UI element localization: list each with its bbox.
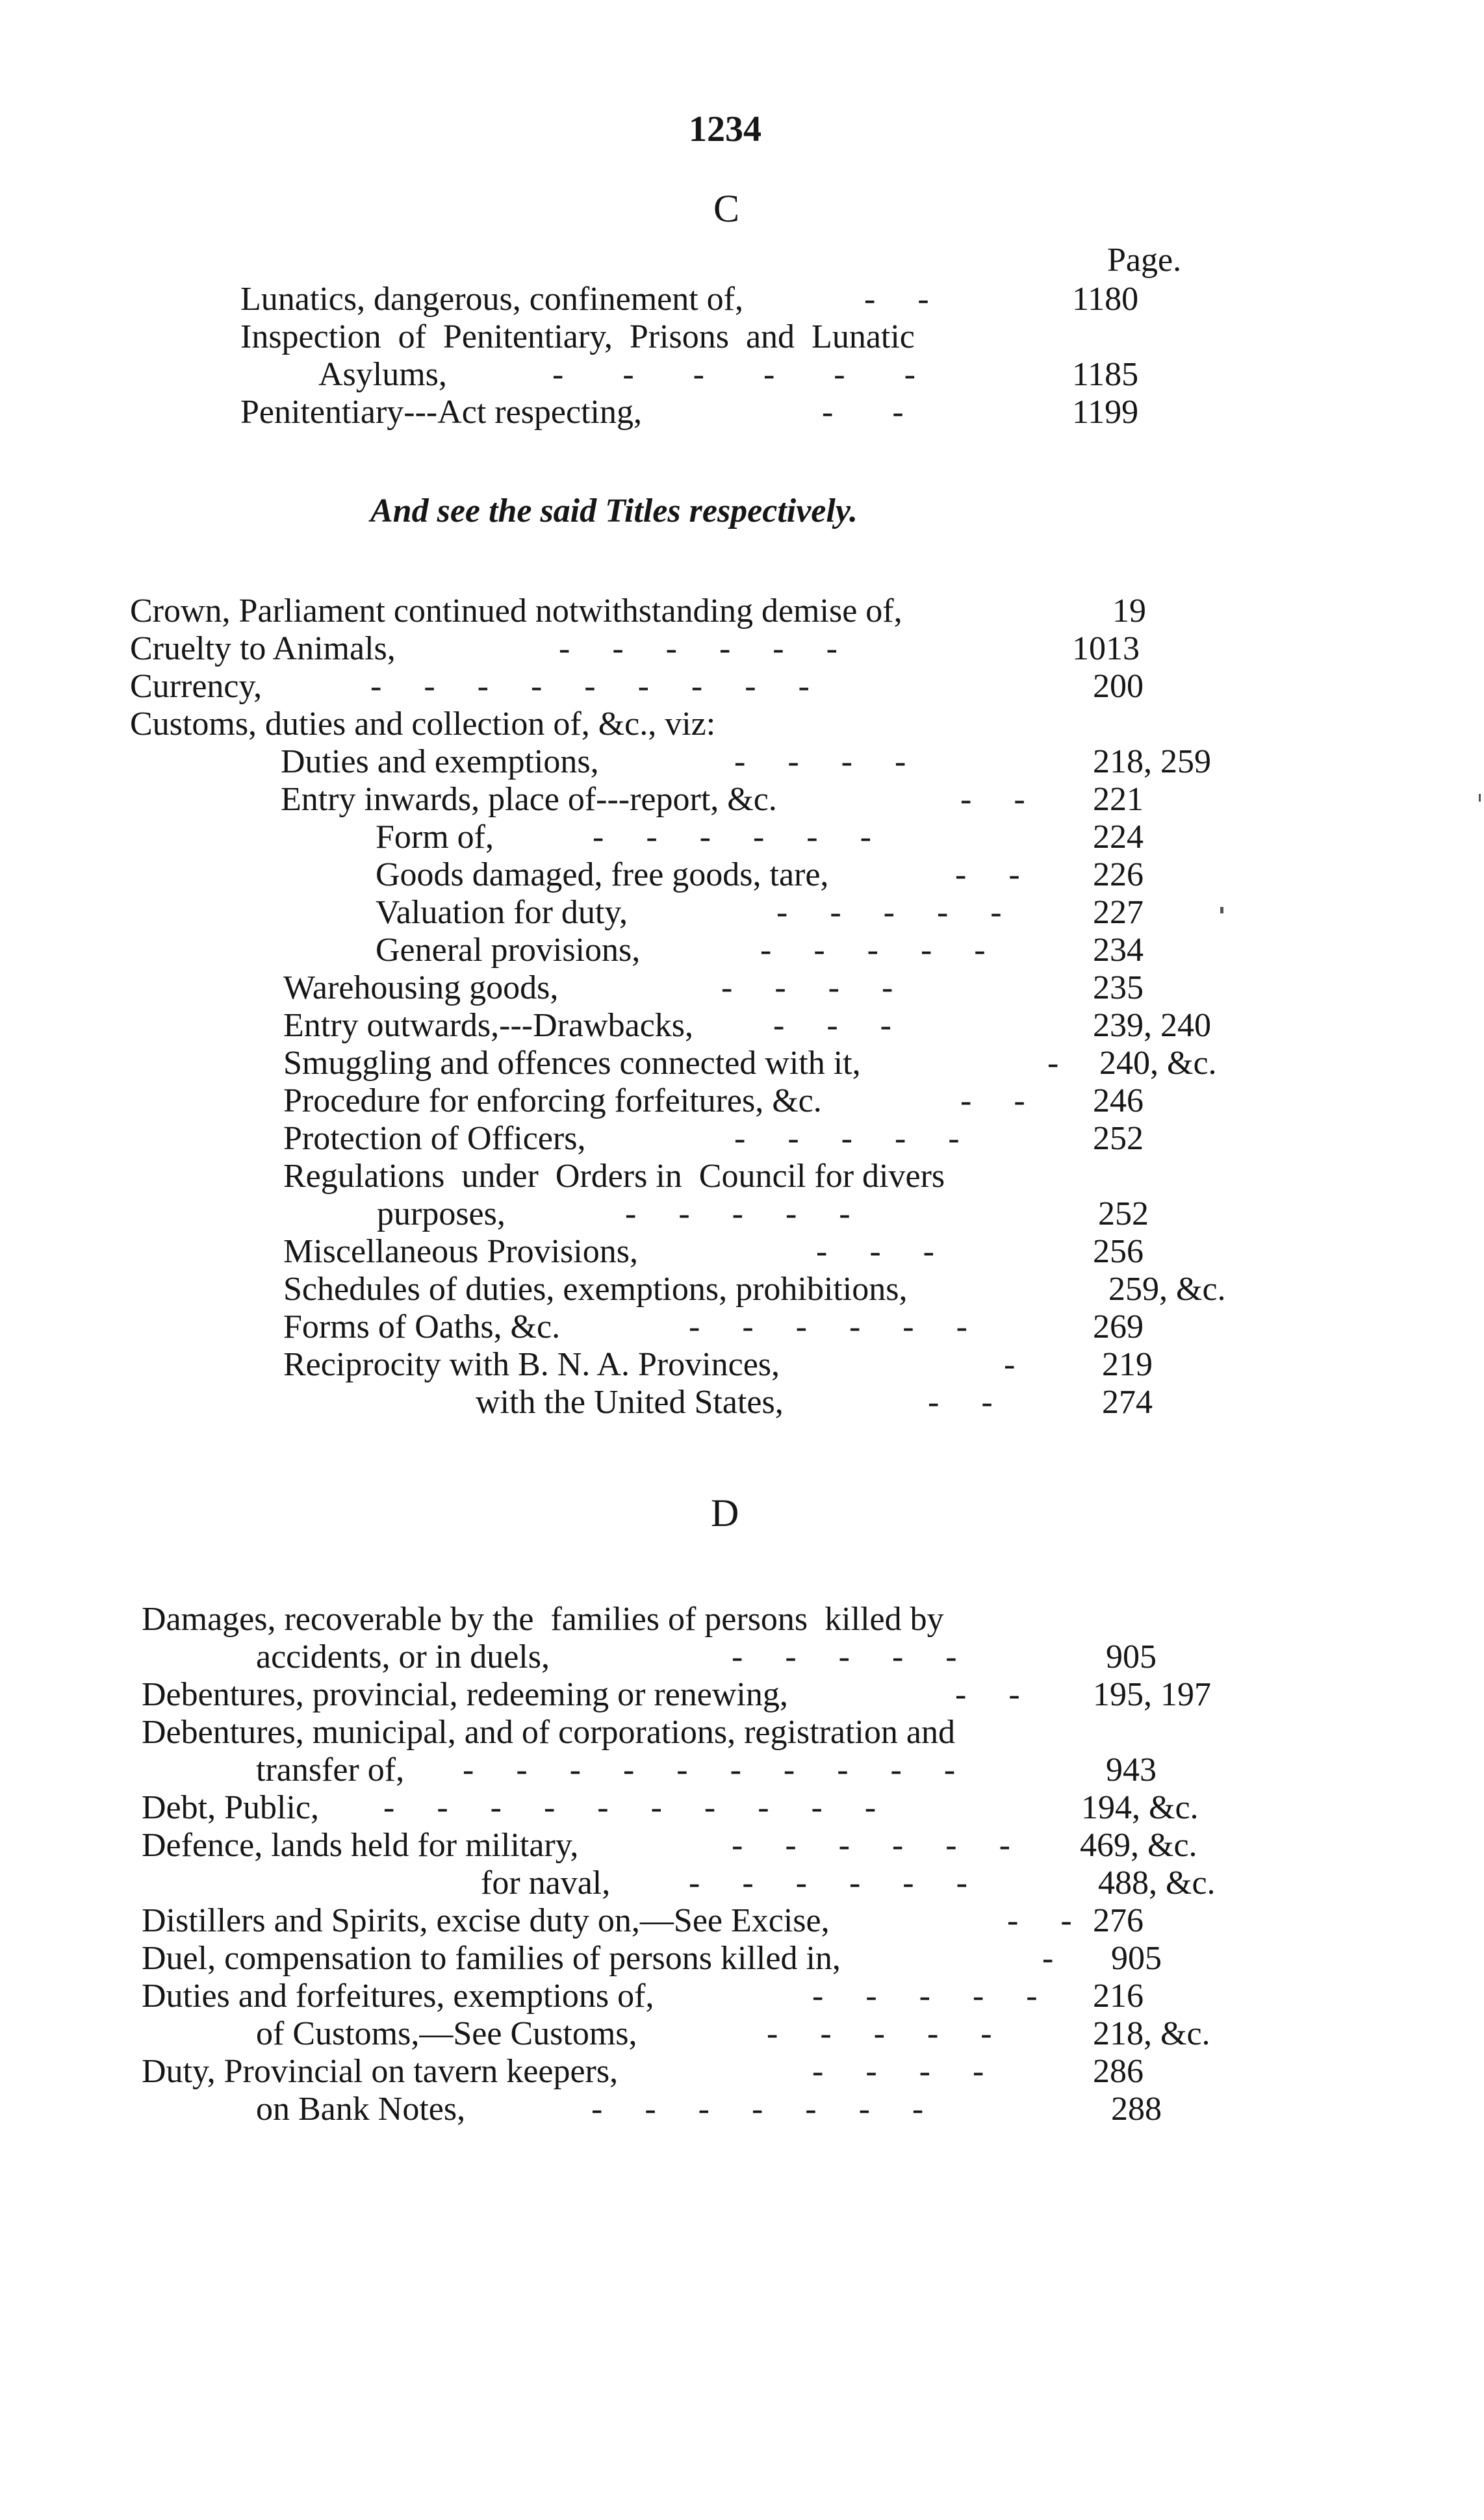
- leader-dots: - - - - - -: [689, 1865, 967, 1902]
- leader-dots: - - - -: [721, 969, 893, 1006]
- index-entry-text: transfer of,: [256, 1751, 405, 1788]
- leader-dots: - - - - -: [732, 1638, 957, 1675]
- index-entry-text: of Customs,—See Customs,: [256, 2015, 637, 2052]
- leader-dots: - -: [1007, 1902, 1072, 1939]
- index-entry-text: Asylums,: [318, 356, 447, 393]
- index-entry-text: Debentures, municipal, and of corporations, registration and: [142, 1714, 955, 1751]
- index-entry-page: 200: [1093, 668, 1144, 705]
- index-entry-page: 269: [1093, 1308, 1144, 1345]
- index-entry-page: 276: [1093, 1902, 1144, 1939]
- index-entry-page: 1199: [1072, 394, 1139, 431]
- index-entry-page: 1185: [1072, 356, 1139, 393]
- leader-dots: - -: [822, 394, 904, 431]
- leader-dots: - - - - - -: [732, 1827, 1010, 1864]
- leader-dots: -: [1042, 1940, 1054, 1977]
- index-entry-text: Distillers and Spirits, excise duty on,—See Excise,: [142, 1902, 830, 1939]
- print-mark: [1220, 907, 1223, 913]
- index-entry-page: 288: [1111, 2091, 1162, 2128]
- index-entry-text: Entry inwards, place of---report, &c.: [281, 781, 777, 818]
- leader-dots: - -: [864, 281, 929, 318]
- index-entry-text: Schedules of duties, exemptions, prohibitions,: [283, 1271, 908, 1308]
- leader-dots: - - - - - -: [552, 356, 915, 393]
- index-entry-text: accidents, or in duels,: [256, 1638, 550, 1675]
- leader-dots: - - - -: [734, 743, 906, 780]
- index-entry-text: Protection of Officers,: [283, 1120, 586, 1157]
- print-mark: [1479, 794, 1481, 802]
- index-entry-text: Damages, recoverable by the families of persons killed by: [142, 1601, 944, 1638]
- index-entry-text: on Bank Notes,: [256, 2091, 466, 2128]
- index-entry-text: Reciprocity with B. N. A. Provinces,: [283, 1346, 780, 1383]
- index-entry-page: 218, &c.: [1093, 2015, 1210, 2052]
- index-entry-page: 488, &c.: [1098, 1865, 1216, 1902]
- index-entry-text: Procedure for enforcing forfeitures, &c.: [283, 1082, 822, 1119]
- leader-dots: - - - - -: [776, 894, 1002, 931]
- index-entry-text: Debt, Public,: [142, 1789, 319, 1826]
- section-heading-c: C: [713, 187, 740, 230]
- index-entry-page: 252: [1093, 1120, 1144, 1157]
- index-entry-page: 216: [1093, 1978, 1144, 2015]
- index-entry-text: Smuggling and offences connected with it,: [283, 1045, 861, 1082]
- index-entry-text: Duel, compensation to families of persons killed in,: [142, 1940, 841, 1977]
- leader-dots: - - - - - -: [559, 630, 838, 667]
- index-entry-text: Warehousing goods,: [283, 969, 559, 1006]
- index-entry-text: with the United States,: [476, 1384, 784, 1421]
- index-entry-text: purposes,: [377, 1195, 505, 1232]
- leader-dots: - -: [960, 781, 1025, 818]
- leader-dots: - - - - -: [812, 1978, 1038, 2015]
- leader-dots: - - - - -: [734, 1120, 960, 1157]
- index-entry-text: Customs, duties and collection of, &c., viz:: [130, 706, 716, 743]
- index-entry-page: 227: [1093, 894, 1144, 931]
- index-entry-page: 905: [1106, 1638, 1157, 1675]
- index-entry-text: Duties and forfeitures, exemptions of,: [142, 1978, 654, 2015]
- index-entry-text: Form of,: [376, 819, 494, 856]
- index-entry-page: 235: [1093, 969, 1144, 1006]
- index-entry-page: 234: [1093, 932, 1144, 969]
- leader-dots: - - - - -: [767, 2015, 992, 2052]
- index-entry-text: General provisions,: [376, 932, 641, 969]
- leader-dots: - - - - - - - - - -: [383, 1789, 876, 1826]
- leader-dots: -: [1004, 1346, 1016, 1383]
- index-entry-page: 195, 197: [1093, 1676, 1211, 1713]
- index-entry-page: 239, 240: [1093, 1007, 1211, 1044]
- cross-reference-note: And see the said Titles respectively.: [370, 492, 858, 529]
- index-entry-page: 274: [1102, 1384, 1153, 1421]
- index-entry-page: 19: [1112, 592, 1146, 630]
- index-entry-page: 1180: [1072, 281, 1139, 318]
- index-entry-text: Miscellaneous Provisions,: [283, 1233, 638, 1270]
- leader-dots: - -: [960, 1082, 1025, 1119]
- leader-dots: - - - - -: [625, 1195, 851, 1232]
- index-entry-page: 240, &c.: [1099, 1045, 1217, 1082]
- index-entry-text: Penitentiary---Act respecting,: [240, 394, 642, 431]
- index-entry-page: 252: [1098, 1195, 1149, 1232]
- index-entry-page: 256: [1093, 1233, 1144, 1270]
- index-entry-page: 905: [1111, 1940, 1162, 1977]
- leader-dots: -: [1047, 1045, 1059, 1082]
- leader-dots: - - - - - - -: [591, 2091, 924, 2128]
- index-entry-text: Cruelty to Animals,: [130, 630, 396, 667]
- index-entry-page: 469, &c.: [1080, 1827, 1197, 1864]
- index-entry-text: Forms of Oaths, &c.: [283, 1308, 561, 1345]
- section-heading-d: D: [711, 1492, 739, 1534]
- leader-dots: - -: [928, 1384, 993, 1421]
- index-entry-text: Currency,: [130, 668, 262, 705]
- index-entry-text: Goods damaged, free goods, tare,: [376, 856, 829, 893]
- page-column-label: Page.: [1107, 242, 1182, 279]
- index-entry-text: for naval,: [481, 1865, 611, 1902]
- index-entry-text: Defence, lands held for military,: [142, 1827, 579, 1864]
- index-entry-page: 226: [1093, 856, 1144, 893]
- leader-dots: - -: [955, 1676, 1020, 1713]
- index-entry-page: 219: [1102, 1346, 1153, 1383]
- index-entry-text: Valuation for duty,: [376, 894, 628, 931]
- leader-dots: - - -: [816, 1233, 934, 1270]
- leader-dots: - - - - -: [760, 932, 986, 969]
- leader-dots: - - - - - -: [593, 819, 871, 856]
- leader-dots: - - -: [773, 1007, 891, 1044]
- leader-dots: - -: [955, 856, 1020, 893]
- index-entry-page: 246: [1093, 1082, 1144, 1119]
- page-number: 1234: [689, 109, 761, 149]
- index-entry-text: Lunatics, dangerous, confinement of,: [240, 281, 743, 318]
- index-entry-page: 224: [1093, 819, 1144, 856]
- index-entry-page: 194, &c.: [1081, 1789, 1199, 1826]
- index-entry-text: Regulations under Orders in Council for divers: [283, 1158, 945, 1195]
- index-entry-page: 286: [1093, 2053, 1144, 2090]
- leader-dots: - - - - - - - - - -: [463, 1751, 956, 1788]
- index-entry-text: Debentures, provincial, redeeming or renewing,: [142, 1676, 788, 1713]
- index-entry-page: 221: [1093, 781, 1144, 818]
- index-entry-text: Crown, Parliament continued notwithstanding demise of,: [130, 592, 902, 630]
- leader-dots: - - - - - -: [689, 1308, 967, 1345]
- index-entry-page: 943: [1106, 1751, 1157, 1788]
- index-entry-page: 218, 259: [1093, 743, 1211, 780]
- index-entry-text: Inspection of Penitentiary, Prisons and Lunatic: [240, 318, 915, 355]
- leader-dots: - - - -: [812, 2053, 984, 2090]
- index-entry-text: Entry outwards,---Drawbacks,: [283, 1007, 694, 1044]
- index-entry-text: Duties and exemptions,: [281, 743, 599, 780]
- index-entry-page: 259, &c.: [1108, 1271, 1226, 1308]
- leader-dots: - - - - - - - - -: [370, 668, 810, 705]
- index-entry-text: Duty, Provincial on tavern keepers,: [142, 2053, 619, 2090]
- index-entry-page: 1013: [1072, 630, 1140, 667]
